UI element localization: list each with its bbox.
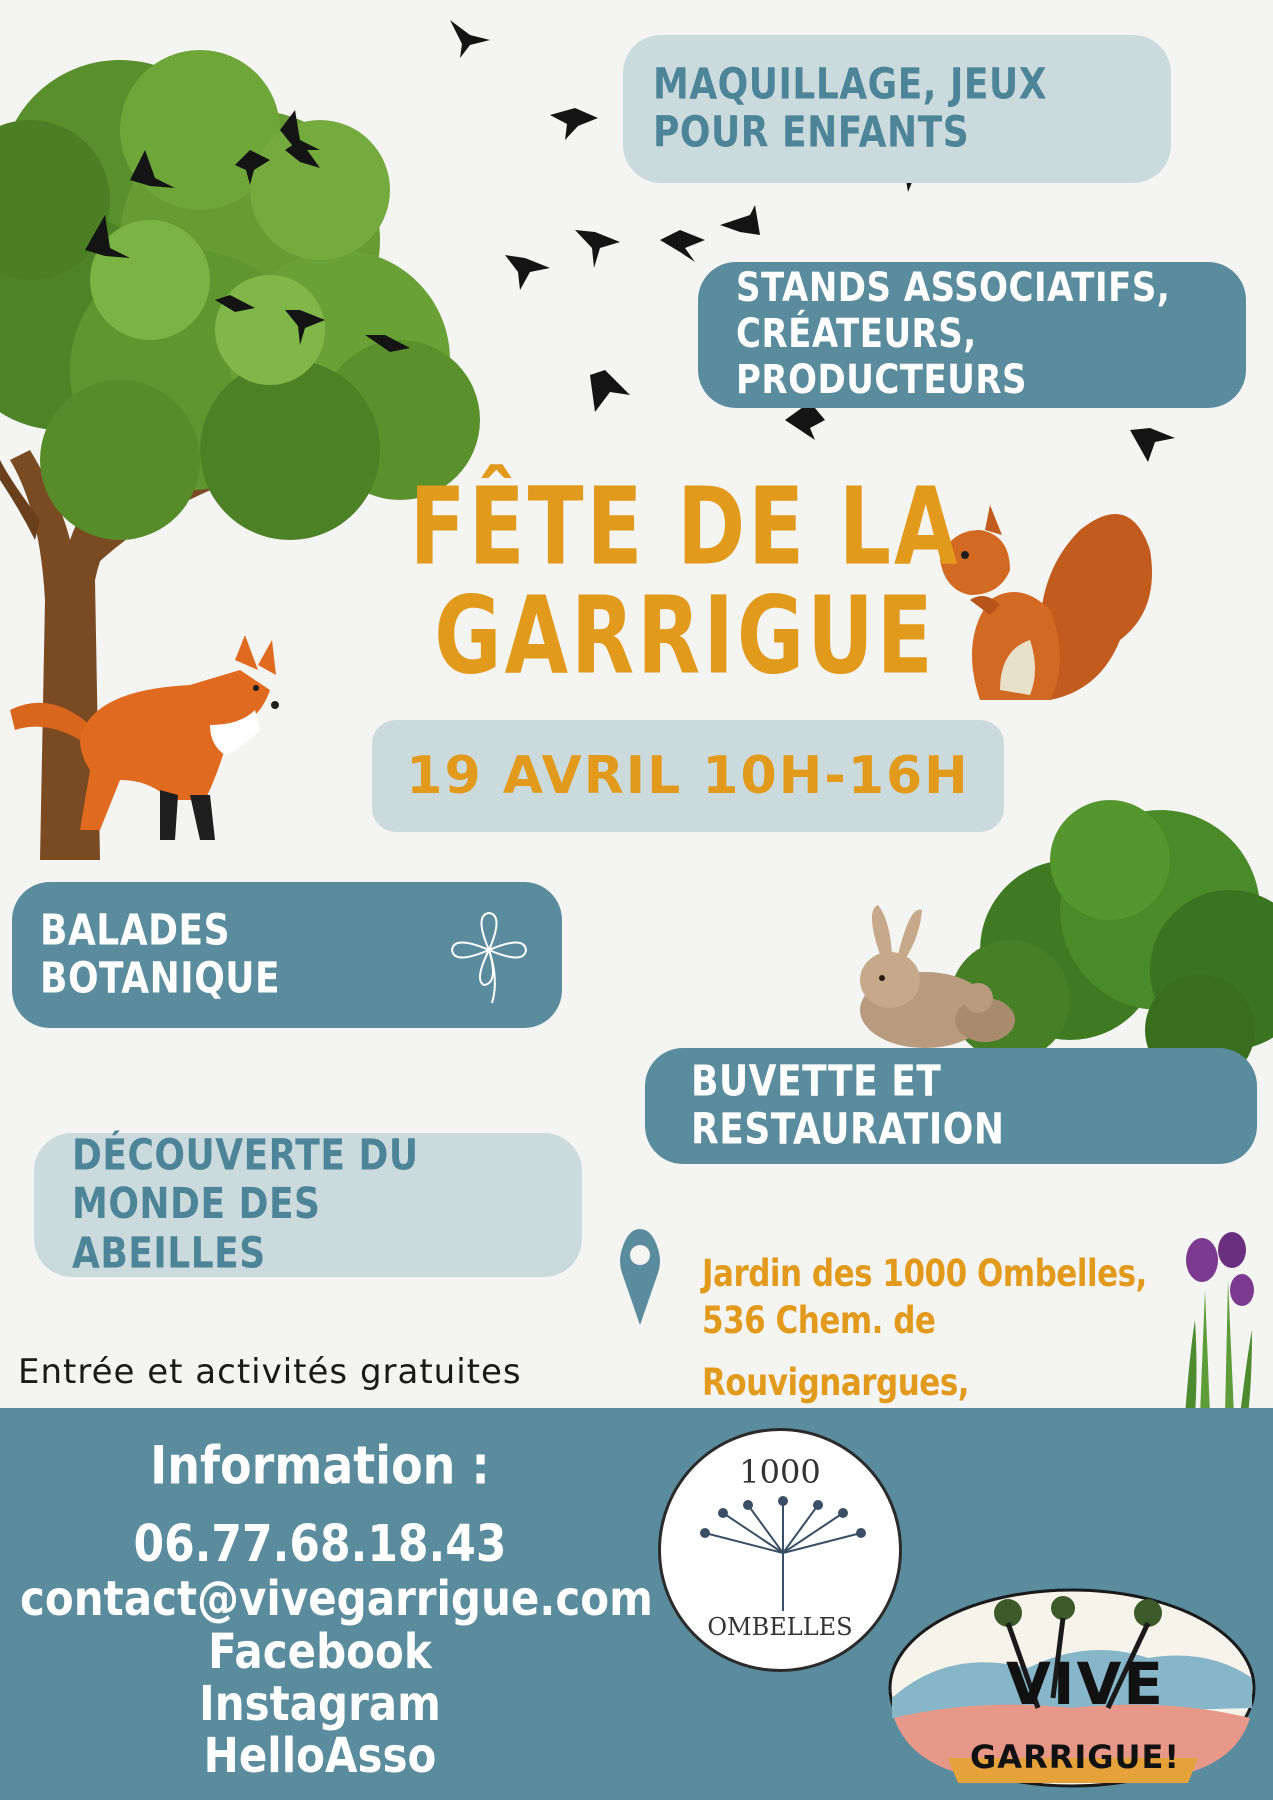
info-instagram-link[interactable]: Instagram xyxy=(199,1675,441,1732)
vive-garrigue-logo-top: VIVE xyxy=(1006,1650,1165,1718)
vive-garrigue-logo xyxy=(888,1588,1256,1788)
ombelles-logo xyxy=(658,1428,902,1672)
entry-note: Entrée et activités gratuites xyxy=(18,1352,522,1392)
activity-abeilles-pill xyxy=(34,1133,582,1277)
activity-abeilles-label: DÉCOUVERTE DU MONDE DES ABEILLES xyxy=(72,1131,419,1278)
info-email[interactable]: contact@vivegarrigue.com xyxy=(20,1570,653,1627)
event-date: 19 AVRIL 10H-16H xyxy=(406,746,970,806)
info-block xyxy=(20,1433,653,1784)
activity-buvette-pill xyxy=(645,1048,1257,1164)
vive-garrigue-logo-bottom: GARRIGUE! xyxy=(970,1738,1180,1776)
event-date-pill xyxy=(372,720,1004,832)
info-helloasso-link[interactable]: HelloAsso xyxy=(203,1727,437,1784)
rabbits-illustration xyxy=(850,900,1020,1050)
address-line1: Jardin des 1000 Ombelles, xyxy=(702,1252,1147,1296)
activity-stands-label: STANDS ASSOCIATIFS, CRÉATEURS, PRODUCTEURS xyxy=(736,264,1171,405)
info-facebook-link[interactable]: Facebook xyxy=(208,1623,432,1680)
activity-stands-pill xyxy=(698,262,1246,408)
info-phone[interactable]: 06.77.68.18.43 xyxy=(133,1515,507,1574)
event-title-line2: GARRIGUE xyxy=(434,574,936,699)
activity-buvette-label: BUVETTE ET RESTAURATION xyxy=(691,1057,1005,1155)
location-pin-icon xyxy=(618,1225,662,1325)
event-title xyxy=(400,465,970,699)
activity-balades-label: BALADES BOTANIQUE xyxy=(40,906,281,1004)
ombelles-logo-bottom: OMBELLES xyxy=(707,1613,853,1641)
event-title-line1: FÊTE DE LA xyxy=(409,465,961,590)
umbel-icon xyxy=(693,1493,873,1613)
fox-illustration xyxy=(10,630,310,850)
ombelles-logo-top: 1000 xyxy=(739,1453,821,1491)
clover-icon xyxy=(444,905,534,1005)
activity-maquillage-label: MAQUILLAGE, JEUX POUR ENFANTS xyxy=(653,60,1047,158)
info-heading: Information : xyxy=(150,1433,490,1497)
activity-balades-pill xyxy=(12,882,562,1028)
activity-maquillage-pill xyxy=(623,35,1171,183)
address-line2: 536 Chem. de Rouvignargues, xyxy=(702,1299,970,1405)
